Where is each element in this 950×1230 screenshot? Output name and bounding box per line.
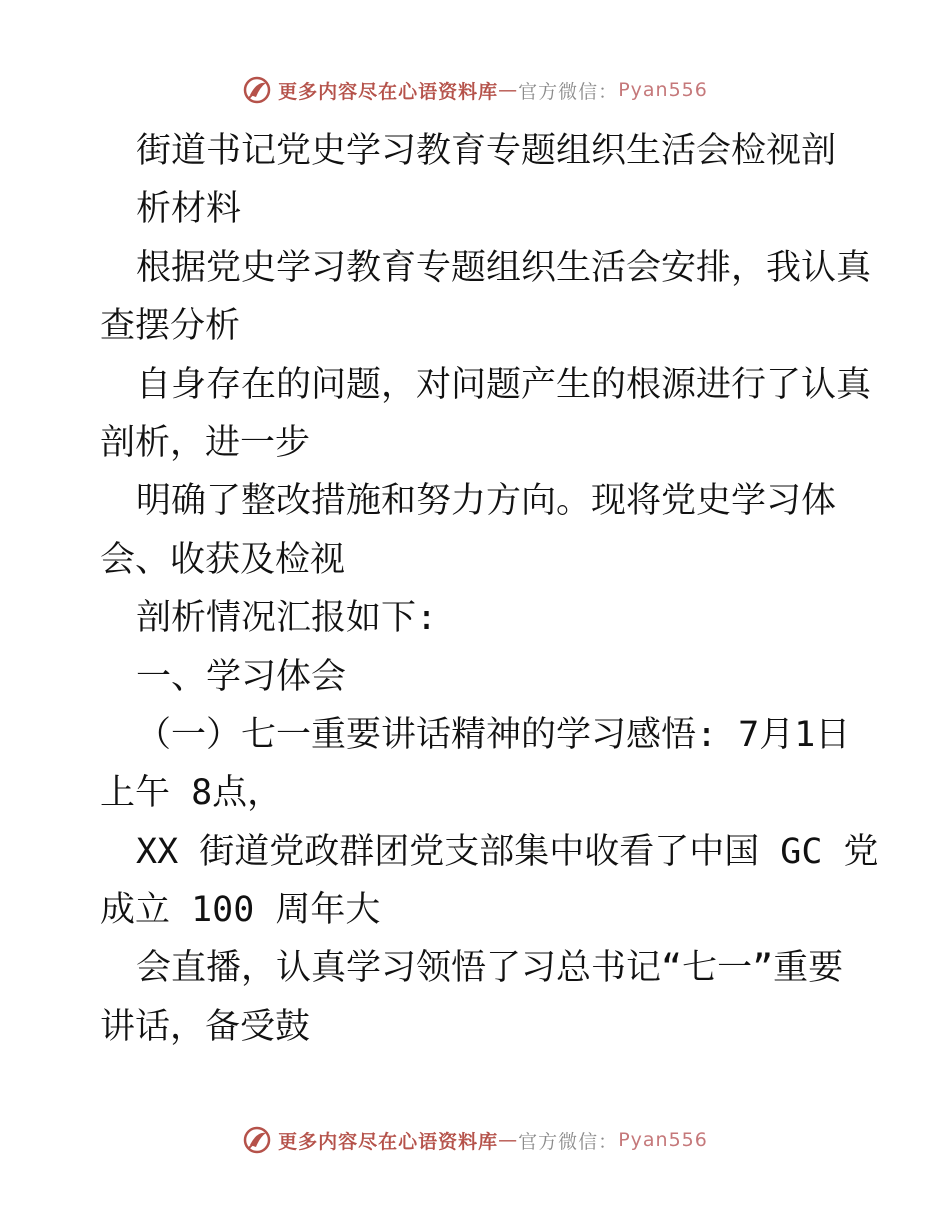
banner-separator: — [498,79,519,101]
subsection-heading: （一）七一重要讲话精神的学习感悟: 7月1日 [136,714,851,755]
doc-line: XX 街道党政群团党支部集中收看了中国 GC 党 [136,831,879,872]
quill-seal-icon [242,75,272,105]
document-body [100,122,879,1056]
doc-line: 查摆分析 [100,306,241,347]
banner-wechat-label: 官方微信： [518,80,619,103]
doc-line: 明确了整改措施和努力方向。现将党史学习体 [136,481,837,522]
header-watermark-banner [0,70,950,110]
section-heading: 一、学习体会 [136,656,347,697]
doc-line: 成立 100 周年大 [100,890,381,931]
doc-line: 自身存在的问题，对问题产生的根源进行了认真 [136,364,872,405]
doc-line: 根据党史学习教育专题组织生活会安排，我认真 [136,247,872,288]
banner-separator: — [498,1129,519,1151]
doc-line: 剖析，进一步 [100,422,311,463]
banner-site-text: 更多内容尽在心语资料库 [278,80,499,103]
banner-wechat-label: 官方微信： [518,1130,619,1153]
doc-line: 会、收获及检视 [100,539,346,580]
doc-title-line: 析材料 [136,189,242,230]
banner-site-text: 更多内容尽在心语资料库 [278,1130,499,1153]
quill-seal-icon [242,1125,272,1155]
doc-line: 上午 8点， [100,773,283,814]
banner-wechat-id: Pyan556 [618,1129,708,1151]
doc-line: 会直播，认真学习领悟了习总书记“七一”重要 [136,948,844,989]
doc-title-line: 街道书记党史学习教育专题组织生活会检视剖 [136,131,837,171]
footer-watermark-banner [0,1120,950,1160]
banner-wechat-id: Pyan556 [618,79,708,101]
doc-line: 剖析情况汇报如下: [136,598,438,639]
doc-line: 讲话，备受鼓 [100,1006,311,1047]
